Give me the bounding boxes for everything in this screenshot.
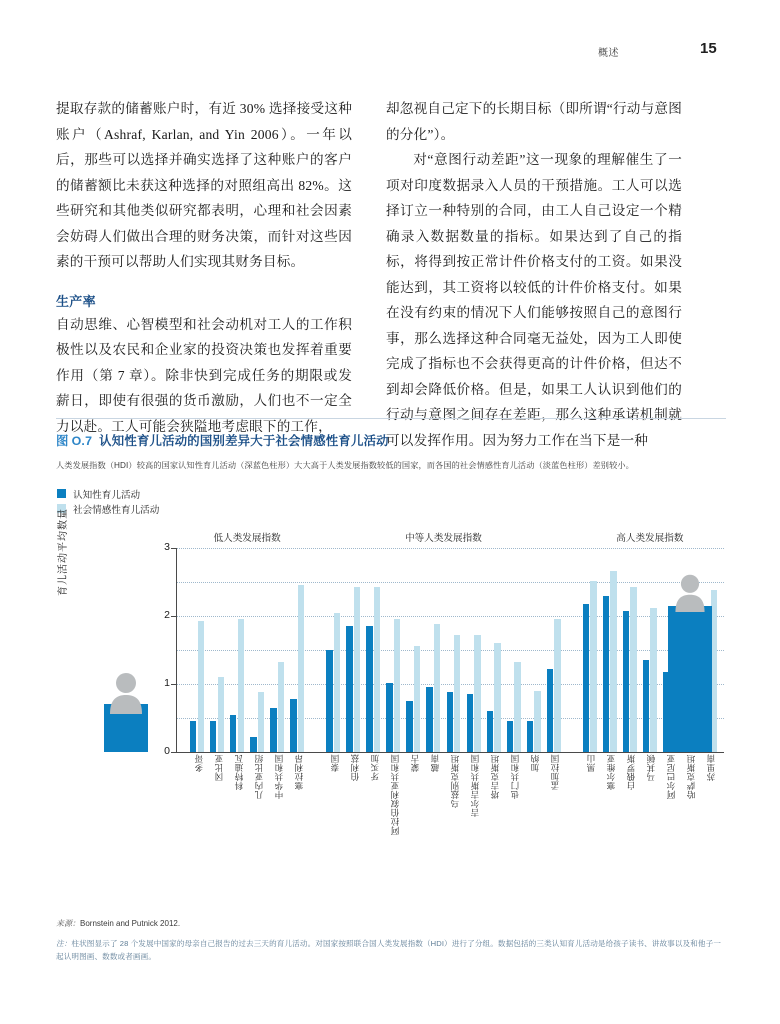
bar-cognitive [270,708,276,752]
bar-socioemotional [298,585,304,752]
legend-item-socioemotional [57,501,726,516]
note-text: 柱状图显示了 28 个发展中国家的母亲自己报告的过去三天的育儿活动。对国家按照联合国人类发展指数（HDI）进行了分组。数据包括的三类认知育儿活动是给孩子读书、讲故事以及和他子一起认明图画、数数或者画画。 [56,939,722,961]
bar-cognitive [190,721,196,752]
x-tick-label: 几内亚比绍 [253,754,264,799]
figure-top-rule [56,418,726,419]
x-tick-label: 马其顿 [646,754,657,781]
x-axis-labels [177,754,724,872]
x-tick-label: 塞拉利昂 [293,754,304,790]
person-icon [672,572,708,612]
x-tick-label: 苏里南 [706,754,717,781]
bar-cognitive [447,692,453,752]
figure-block [56,418,726,860]
figure-note [56,938,726,963]
bar-socioemotional [434,624,440,752]
bar-cognitive [326,650,332,752]
bar-socioemotional [534,691,540,752]
section-subheading: 生产率 [56,293,96,309]
bar-cognitive [406,701,412,752]
bar-socioemotional [218,677,224,752]
x-tick-label: 中华共和国 [273,754,284,799]
y-tick-label: 3 [164,541,170,553]
x-tick-label: 越南 [429,754,440,772]
bar-socioemotional [514,662,520,752]
bar-socioemotional [414,646,420,752]
y-tick-label: 0 [164,745,170,757]
bar-cognitive [643,660,649,752]
x-tick-label: 孟加拉国 [550,754,561,790]
page-number: 15 [700,40,717,57]
group-header-3: 高人类发展指数 [616,533,684,544]
bar-cognitive [346,626,352,752]
pedestal-low-hdi [104,666,148,752]
body-columns [56,96,726,453]
bar-socioemotional [238,619,244,752]
paragraph: 对“意图行动差距”这一现象的理解催生了一项对印度数据录入人员的干预措施。工人可以选择订立一种特别的合同，由工人自己设定一个精确录入数据数量的指标。如果达到了自己的指标，将得到按正常计件价格支付的工资。如果没能达到，其工资将以较低的计件价格支付。如果在没有约束的情况下人们能够按照自己的意图行事，那么选择这种合同毫无益处，因为工人即使完成了指标也不会获得更高的计件价格，但达不到却会降低价格。但是，如果工人认识到他们的行动与意图之间存在差距，那么这种承诺机制就可以发挥作用。因为努力工作在当下是一种 [386,152,682,448]
bar-socioemotional [454,635,460,752]
group-header-1: 低人类发展指数 [213,533,281,544]
x-tick-label: 冈比亚 [213,754,224,781]
x-tick-label: 吉尔吉斯共和国 [470,754,481,817]
bar-socioemotional [610,571,616,752]
bar-socioemotional [394,619,400,752]
bar-cognitive [507,721,513,752]
legend-label-cognitive: 认知性育儿活动 [73,489,141,501]
bar-socioemotional [334,613,340,752]
figure-title-text: 认知性育儿活动的国别差异大于社会情感性育儿活动 [99,434,389,448]
x-tick-label: 塞尔维亚 [606,754,617,790]
figure-title [56,431,726,449]
x-tick-label: 加纳 [530,754,541,772]
bar-socioemotional [198,621,204,752]
figure-notes [56,918,726,963]
bar-socioemotional [258,692,264,752]
x-tick-label: 黑山 [586,754,597,772]
bar-cognitive [603,596,609,752]
bar-cognitive [210,721,216,752]
x-tick-label: 多哥 [193,754,204,772]
bar-socioemotional [630,587,636,752]
bar-cognitive [426,687,432,752]
legend-item-cognitive [57,486,726,501]
group-header-2: 中等人类发展指数 [405,533,482,544]
pedestal-high-hdi [668,572,712,752]
figure-number: O.7 [71,434,93,448]
x-tick-label: 塔吉克斯坦 [490,754,501,799]
bar-cognitive [547,669,553,752]
figure-label: 图 [56,434,69,448]
x-tick-label: 乌兹别克斯坦 [450,754,460,808]
right-column [386,96,682,453]
bar-socioemotional [590,581,596,752]
bar-cognitive [623,611,629,752]
paragraph: 自动思维、心智模型和社会动机对工人的工作积极性以及农民和企业家的投资决策也发挥着重要作用（第 7 章）。除非快到完成任务的期限或发薪日，即使有很强的货币激励，人们也不一定全力以赴。工人可能会狭隘地考虑眼下的工作， [56,316,352,434]
header-section-title: 概述 [598,48,619,59]
bar-socioemotional [494,643,500,752]
x-tick-label: 蒙古 [409,754,420,772]
source-text: Bornstein and Putnick 2012. [80,919,181,928]
bar-cognitive [250,737,256,752]
bar-cognitive [290,699,296,752]
chart-bars [177,548,724,752]
x-tick-label: 牙买加 [369,754,380,781]
page-header [0,40,780,68]
note-label: 注： [56,939,72,948]
x-tick-label: 科特迪瓦 [233,754,244,790]
bar-socioemotional [374,587,380,752]
legend-label-socioemotional: 社会情感性育儿活动 [73,504,160,516]
bar-cognitive [366,626,372,752]
left-column [56,96,352,453]
bar-socioemotional [354,587,360,752]
bar-cognitive [467,694,473,752]
y-tick-label: 1 [164,677,170,689]
figure-source [56,918,726,929]
figure-subtitle: 人类发展指数（HDI）较高的国家认知性育儿活动（深蓝色柱形）大大高于人类发展指数较低的国家，而各国的社会情感性育儿活动（淡蓝色柱形）差别较小。 [56,461,634,470]
bar-socioemotional [650,608,656,752]
y-tick-label: 2 [164,609,170,621]
y-axis-title: 育儿活动平均数量 [58,508,69,596]
x-tick-label: 阿尔巴尼亚 [666,754,677,799]
bar-socioemotional [278,662,284,752]
source-label: 来源： [56,919,80,928]
x-tick-label: 白俄罗斯 [626,754,637,790]
bar-cognitive [583,604,589,752]
person-icon [108,670,144,714]
chart-legend [57,486,726,516]
bar-socioemotional [554,619,560,752]
x-axis-line [176,752,724,753]
x-tick-label: 泰国 [329,754,340,772]
bar-cognitive [527,721,533,752]
x-tick-label: 哈萨克斯坦 [686,754,697,799]
bar-cognitive [487,711,493,752]
bar-cognitive [230,715,236,752]
paragraph: 却忽视自己定下的长期目标（即所谓“行动与意图的分化”）。 [386,101,682,142]
bar-socioemotional [474,635,480,752]
bar-cognitive [386,683,392,752]
paragraph: 提取存款的储蓄账户时，有近 30% 选择接受这种账户（Ashraf, Karlan, and Yin 2006）。一年以后，那些可以选择并确实选择了这种账户的客户的储蓄额比未获这种选择的对照组高出 82%。这些研究和其他类似研究都表明，心理和社会因素会妨碍人们做出合理的财务决策，而针对这些因素的干预可以帮助人们实现其财务目标。 [56,101,352,269]
pedestal-base-high [668,606,712,752]
x-tick-label: 也门共和国 [510,754,521,799]
x-tick-label: 伯利兹 [349,754,360,781]
x-tick-label: 阿拉伯叙利亚共和国 [389,754,400,835]
